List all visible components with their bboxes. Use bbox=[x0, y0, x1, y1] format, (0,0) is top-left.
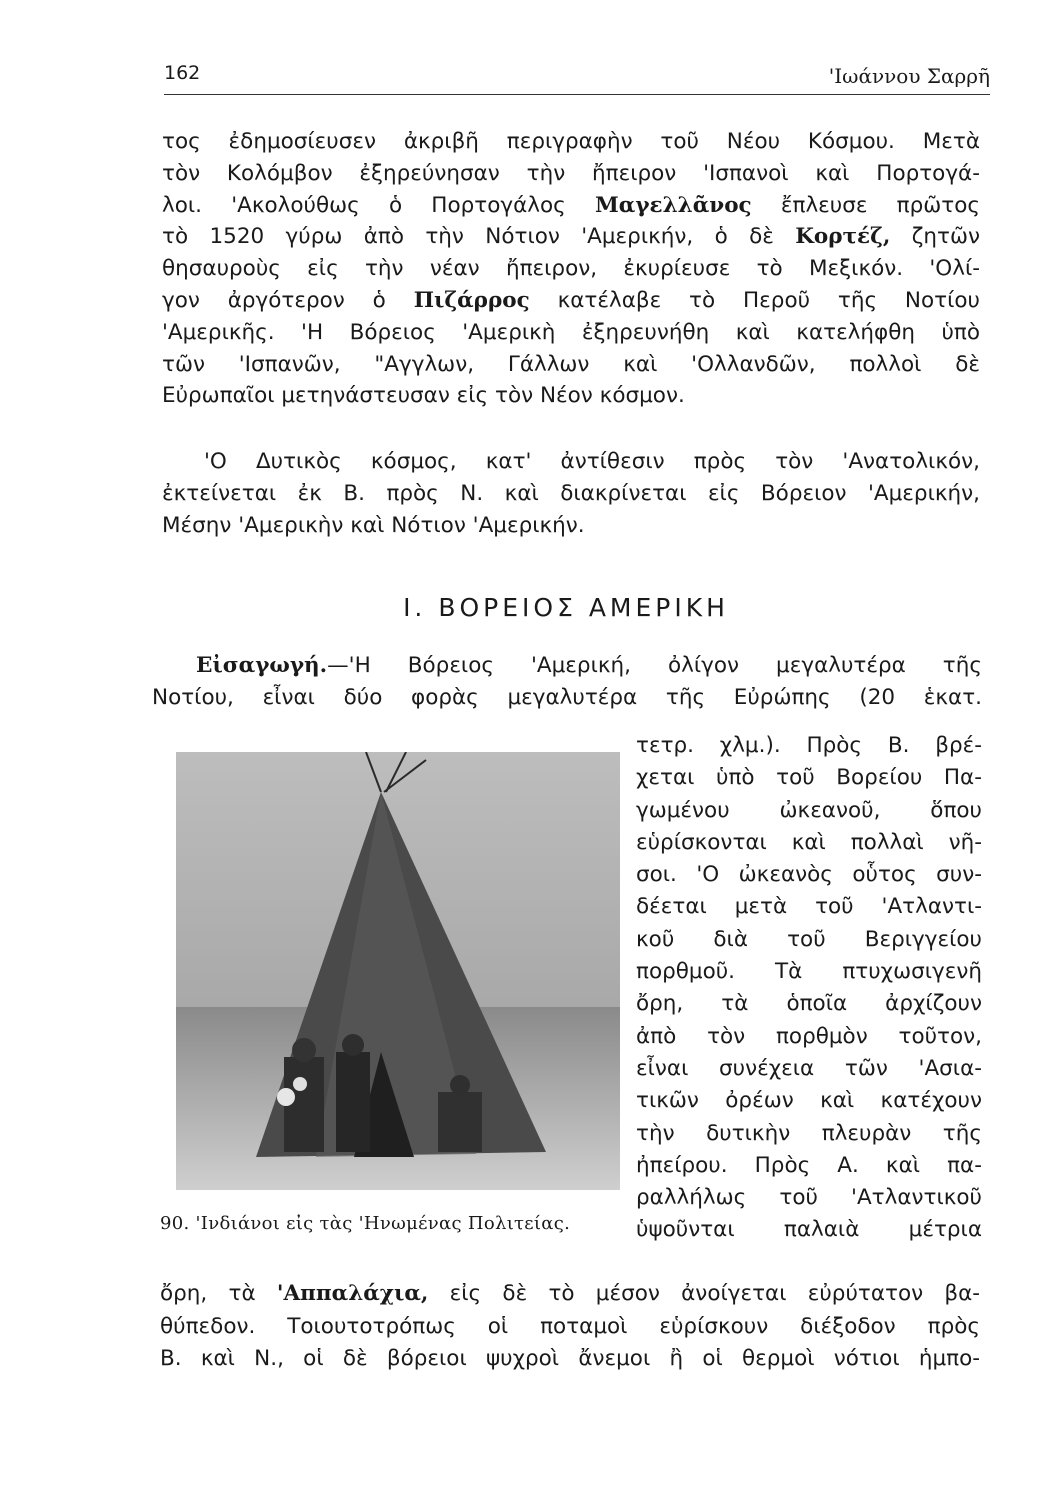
text-line: πορθμοῦ. Τὰ πτυχωσιγενῆ bbox=[636, 959, 982, 985]
text-segment: κατέλαβε τὸ Περοῦ τῆς Νοτίου bbox=[557, 287, 980, 313]
text-line: τος ἐδημοσίευσεν ἀκριβῆ περιγραφὴν τοῦ Νέου Κόσμου. Μετὰ bbox=[162, 129, 980, 154]
text-line: τὸν Κολόμβον ἐξηρεύνησαν τὴν ἤπειρον 'Ισπανοὶ καὶ Πορτογά- bbox=[162, 160, 980, 186]
figure-photo-teepee bbox=[176, 752, 620, 1190]
text-line: Νοτίου, εἶναι δύο φορὰς μεγαλυτέρα τῆς Εὐρώπης (20 ἑκατ. bbox=[152, 685, 982, 710]
text-line: ραλλήλως τοῦ 'Ατλαντικοῦ bbox=[636, 1185, 982, 1211]
text-segment: τὸ 1520 γύρω ἀπὸ τὴν Νότιον 'Αμερικήν, ὁ δὲ bbox=[162, 224, 774, 250]
text-line: τὴν δυτικὴν πλευρὰν τῆς bbox=[636, 1120, 982, 1146]
teepee-photo-illustration bbox=[176, 752, 620, 1190]
text-line: θύπεδον. Τοιουτοτρόπως οἱ ποταμοὶ εὑρίσκουν διέξοδον πρὸς bbox=[160, 1313, 980, 1339]
running-head: 'Ιωάννου Σαρρῆ bbox=[828, 64, 990, 88]
intro-term: Εἰσαγωγή. bbox=[196, 653, 328, 678]
text-segment: γον ἀργότερον ὁ bbox=[162, 287, 386, 313]
text-segment: εἰς δὲ τὸ μέσον ἀνοίγεται εὐρύτατον βα- bbox=[449, 1281, 981, 1306]
text-line: θησαυροὺς εἰς τὴν νέαν ἤπειρον, ἐκυρίευσε τὸ Μεξικόν. 'Ολί- bbox=[162, 256, 980, 282]
text-line: Β. καὶ Ν., οἱ δὲ βόρειοι ψυχροὶ ἄνεμοι ἢ οἱ θερμοὶ νότιοι ἡμπο- bbox=[160, 1346, 980, 1371]
text-segment: ζητῶν bbox=[911, 224, 980, 250]
text-line: ἠπείρου. Πρὸς Α. καὶ πα- bbox=[636, 1152, 982, 1178]
text-line: ἀπὸ τὸν πορθμὸν τοῦτον, bbox=[636, 1023, 982, 1049]
text-line: Εὐρωπαῖοι μετηνάστευσαν εἰς τὸν Νέον κόσμον. bbox=[162, 383, 685, 409]
paragraph-1 bbox=[162, 126, 980, 412]
text-line: σοι. 'Ο ὠκεανὸς οὗτος συν- bbox=[636, 862, 982, 888]
intro-paragraph-top bbox=[152, 650, 982, 714]
name-cortes: Κορτέζ, bbox=[795, 224, 891, 250]
text-segment: ἔπλευσε πρῶτος bbox=[780, 192, 980, 218]
text-line: ὄρη, τὰ ὁποῖα ἀρχίζουν bbox=[636, 991, 982, 1017]
text-line bbox=[160, 1278, 980, 1311]
text-segment: ὄρη, τὰ bbox=[160, 1281, 256, 1306]
text-line: ὑψοῦνται παλαιὰ μέτρια bbox=[636, 1217, 982, 1243]
section-heading: I. ΒΟΡΕΙΟΣ ΑΜΕΡΙΚΗ bbox=[403, 593, 729, 622]
name-pizarro: Πιζάρρος bbox=[413, 287, 530, 313]
text-line: εὑρίσκονται καὶ πολλαὶ νῆ- bbox=[636, 829, 982, 855]
text-line: τῶν 'Ισπανῶν, "Αγγλων, Γάλλων καὶ 'Ολλανδῶν, πολλοὶ δὲ bbox=[162, 351, 980, 377]
text-line bbox=[162, 285, 980, 317]
paragraph-2 bbox=[162, 446, 980, 541]
page-header bbox=[164, 58, 990, 92]
text-line bbox=[152, 650, 982, 682]
text-line: εἶναι συνέχεια τῶν 'Ασια- bbox=[636, 1055, 982, 1081]
text-line: 'Ο Δυτικὸς κόσμος, κατ' ἀντίθεσιν πρὸς τὸν 'Ανατολικόν, bbox=[204, 449, 980, 474]
intro-paragraph-bottom bbox=[160, 1278, 980, 1376]
text-line: χεται ὑπὸ τοῦ Βορείου Πα- bbox=[636, 765, 982, 791]
figure-caption: 90. 'Ινδιάνοι εἰς τὰς 'Ηνωμένας Πολιτείας. bbox=[160, 1213, 571, 1234]
text-line: ἐκτείνεται ἐκ Β. πρὸς Ν. καὶ διακρίνεται εἰς Βόρειον 'Αμερικήν, bbox=[162, 480, 980, 506]
text-line: κοῦ διὰ τοῦ Βεριγγείου bbox=[636, 926, 982, 952]
text-line bbox=[162, 221, 980, 253]
header-rule bbox=[164, 94, 990, 95]
text-line bbox=[162, 190, 980, 222]
text-segment: —'Η Βόρειος 'Αμερική, ὀλίγον μεγαλυτέρα τῆς bbox=[327, 653, 982, 678]
page-number: 162 bbox=[164, 62, 201, 84]
text-line: τικῶν ὀρέων καὶ κατέχουν bbox=[636, 1088, 982, 1114]
intro-paragraph-right-column bbox=[636, 730, 982, 1247]
name-magellan: Μαγελλᾶνος bbox=[595, 192, 752, 218]
text-line: γωμένου ὠκεανοῦ, ὅπου bbox=[636, 797, 982, 823]
text-line: Μέσην 'Αμερικὴν καὶ Νότιον 'Αμερικήν. bbox=[162, 512, 585, 538]
text-segment: λοι. 'Ακολούθως ὁ Πορτογάλος bbox=[162, 192, 566, 218]
text-line: τετρ. χλμ.). Πρὸς Β. βρέ- bbox=[636, 733, 982, 758]
name-appalachia: 'Αππαλάχια, bbox=[276, 1281, 429, 1306]
text-line: δέεται μετὰ τοῦ 'Ατλαντι- bbox=[636, 894, 982, 920]
text-line: 'Αμερικῆς. 'Η Βόρειος 'Αμερικὴ ἐξηρευνήθη καὶ κατελήφθη ὑπὸ bbox=[162, 319, 980, 345]
